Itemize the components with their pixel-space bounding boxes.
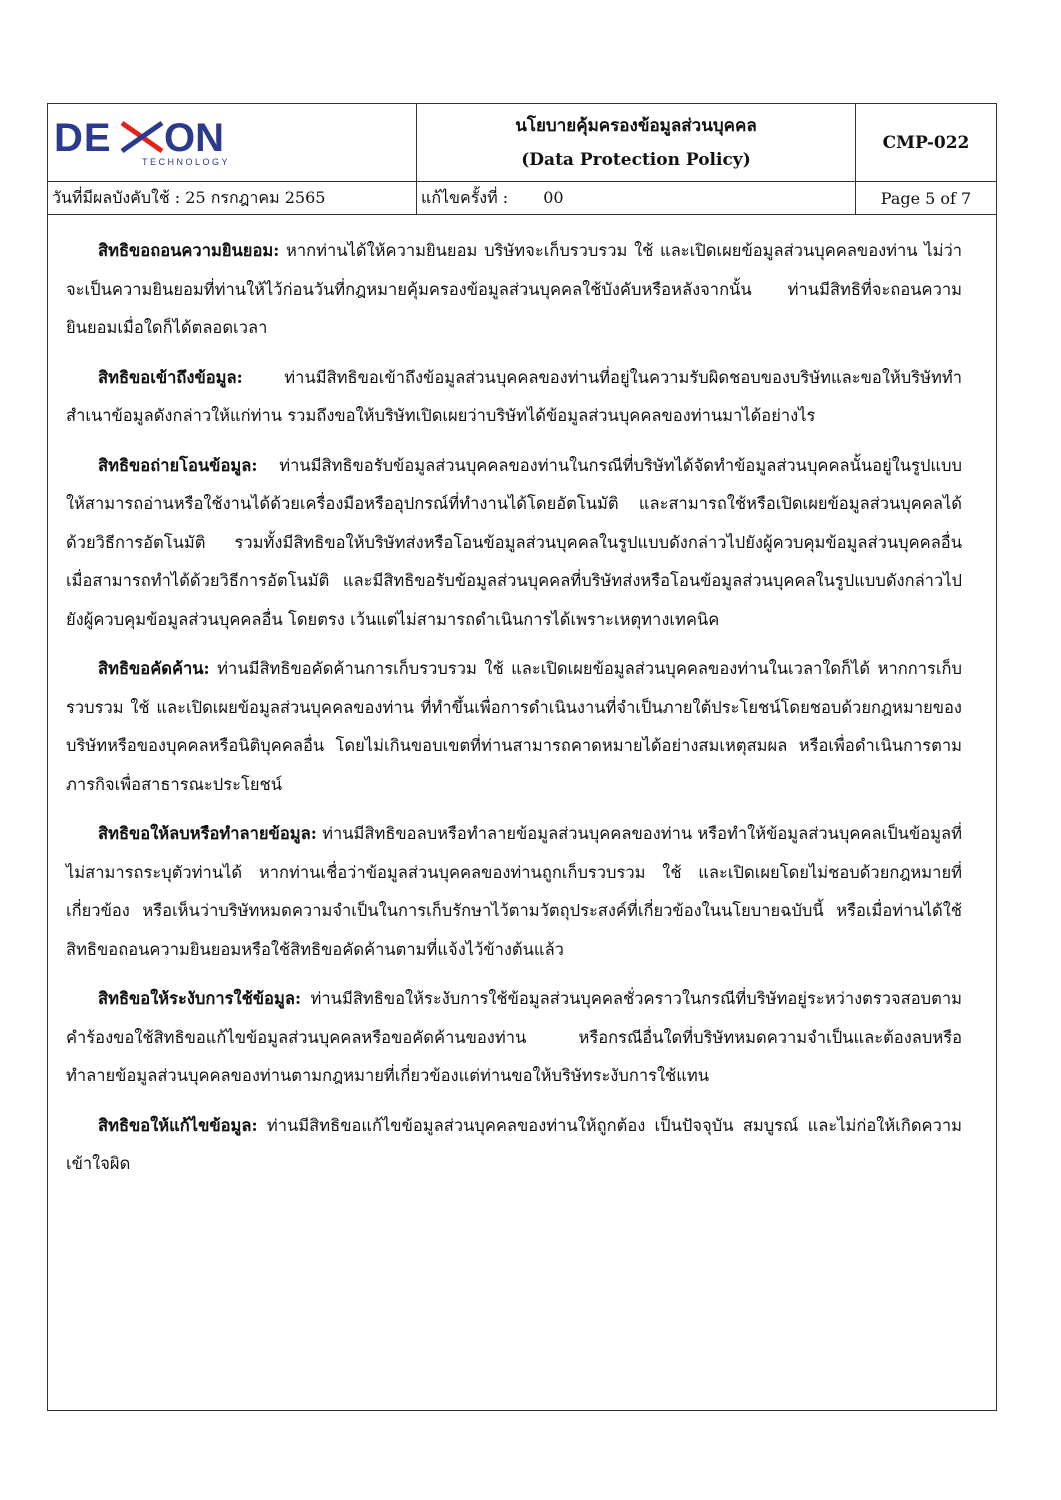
revision-value: 00 [543,187,564,207]
paragraph-text: ท่านมีสิทธิขอแก้ไขข้อมูลส่วนบุคคลของท่านให้ถูกต้อง เป็นปัจจุบัน สมบูรณ์ และไม่ก่อให้เกิดความเข้าใจผิด [66,1115,962,1173]
document-body [66,232,962,1195]
paragraph-restriction [66,980,962,1096]
logo-cell [48,104,417,182]
paragraph-withdraw-consent [66,232,962,348]
doc-code: CMP-022 [856,104,997,182]
paragraph-heading: สิทธิขอคัดค้าน: [98,659,210,678]
paragraph-heading: สิทธิขอถ่ายโอนข้อมูล: [98,455,258,475]
paragraph-heading: สิทธิขอเข้าถึงข้อมูล: [98,367,243,387]
paragraph-erasure [66,815,962,969]
svg-text:ON: ON [164,115,224,160]
paragraph-text: ท่านมีสิทธิขอคัดค้านการเก็บรวบรวม ใช้ และเปิดเผยข้อมูลส่วนบุคคลของท่านในเวลาใดก็ได้ หากการเก็บรวบรวม ใช้ และเปิดเผยข้อมูลส่วนบุคคลของท่าน ที่ทำขึ้นเพื่อการดำเนินงานที่จำเป็นภายใต้ประโยชน์โดยชอบด้วยกฎหมายของบริษัทหรือของบุคคลหรือนิติบุคคลอื่น โดยไม่เกินขอบเขตที่ท่านสามารถคาดหมายได้อย่างสมเหตุสมผล หรือเพื่อดำเนินการตามภารกิจเพื่อสาธารณะประโยชน์ [66,659,962,794]
paragraph-text: หากท่านได้ให้ความยินยอม บริษัทจะเก็บรวบรวม ใช้ และเปิดเผยข้อมูลส่วนบุคคลของท่าน ไม่ว่าจะเป็นความยินยอมที่ท่านให้ไว้ก่อนวันที่กฎหมายคุ้มครองข้อมูลส่วนบุคคลใช้บังคับหรือหลังจากนั้น ท่านมีสิทธิที่จะถอนความยินยอมเมื่อใดก็ได้ตลอดเวลา [66,241,962,337]
svg-text:DE: DE [54,115,112,160]
paragraph-heading: สิทธิขอให้ระงับการใช้ข้อมูล: [98,989,302,1008]
dexon-logo [54,113,244,173]
paragraph-heading: สิทธิขอถอนความยินยอม: [98,241,280,260]
paragraph-text: ท่านมีสิทธิขอลบหรือทำลายข้อมูลส่วนบุคคลของท่าน หรือทำให้ข้อมูลส่วนบุคคลเป็นข้อมูลที่ไม่สามารถระบุตัวท่านได้ หากท่านเชื่อว่าข้อมูลส่วนบุคคลของท่านถูกเก็บรวบรวม ใช้ และเปิดเผยโดยไม่ชอบด้วยกฎหมายที่เกี่ยวข้อง หรือเห็นว่าบริษัทหมดความจำเป็นในการเก็บรักษาไว้ตามวัตถุประสงค์ที่เกี่ยวข้องในนโยบายฉบับนี้ หรือเมื่อท่านได้ใช้สิทธิขอถอนความยินยอมหรือใช้สิทธิขอคัดค้านตามที่แจ้งไว้ข้างต้นแล้ว [66,824,962,959]
policy-title-cell [417,104,856,182]
revision-cell [417,182,856,215]
paragraph-heading: สิทธิขอให้ลบหรือทำลายข้อมูล: [98,824,317,843]
paragraph-text: ท่านมีสิทธิขอเข้าถึงข้อมูลส่วนบุคคลของท่านที่อยู่ในความรับผิดชอบของบริษัทและขอให้บริษัททำสำเนาข้อมูลดังกล่าวให้แก่ท่าน รวมถึงขอให้บริษัทเปิดเผยว่าบริษัทได้ข้อมูลส่วนบุคคลของท่านมาได้อย่างไร [66,367,962,425]
document-header [48,104,996,215]
paragraph-portability [66,447,962,640]
paragraph-access [66,359,962,436]
paragraph-objection [66,650,962,804]
paragraph-heading: สิทธิขอให้แก้ไขข้อมูล: [98,1115,258,1135]
page-number: Page 5 of 7 [856,182,997,215]
paragraph-rectification [66,1107,962,1184]
policy-title-th: นโยบายคุ้มครองข้อมูลส่วนบุคคล [515,115,757,136]
svg-text:TECHNOLOGY: TECHNOLOGY [142,156,231,167]
revision-label: แก้ไขครั้งที่ : [421,187,509,207]
policy-title-en: (Data Protection Policy) [521,149,751,170]
paragraph-text: ท่านมีสิทธิขอให้ระงับการใช้ข้อมูลส่วนบุคคลชั่วคราวในกรณีที่บริษัทอยู่ระหว่างตรวจสอบตามคำร้องขอใช้สิทธิขอแก้ไขข้อมูลส่วนบุคคลหรือขอคัดค้านของท่าน หรือกรณีอื่นใดที่บริษัทหมดความจำเป็นและต้องลบหรือทำลายข้อมูลส่วนบุคคลของท่านตามกฎหมายที่เกี่ยวข้องแต่ท่านขอให้บริษัทระงับการใช้แทน [66,989,962,1085]
effective-date: วันที่มีผลบังคับใช้ : 25 กรกฎาคม 2565 [48,182,417,215]
logo-x-mark [122,123,162,151]
paragraph-text: ท่านมีสิทธิขอรับข้อมูลส่วนบุคคลของท่านในกรณีที่บริษัทได้จัดทำข้อมูลส่วนบุคคลนั้นอยู่ในรูปแบบให้สามารถอ่านหรือใช้งานได้ด้วยเครื่องมือหรืออุปกรณ์ที่ทำงานได้โดยอัตโนมัติ และสามารถใช้หรือเปิดเผยข้อมูลส่วนบุคคลได้ด้วยวิธีการอัตโนมัติ รวมทั้งมีสิทธิขอให้บริษัทส่งหรือโอนข้อมูลส่วนบุคคลในรูปแบบดังกล่าวไปยังผู้ควบคุมข้อมูลส่วนบุคคลอื่นเมื่อสามารถทำได้ด้วยวิธีการอัตโนมัติ และมีสิทธิขอรับข้อมูลส่วนบุคคลที่บริษัทส่งหรือโอนข้อมูลส่วนบุคคลในรูปแบบดังกล่าวไปยังผู้ควบคุมข้อมูลส่วนบุคคลอื่น โดยตรง เว้นแต่ไม่สามารถดำเนินการได้เพราะเหตุทางเทคนิค [66,455,962,629]
